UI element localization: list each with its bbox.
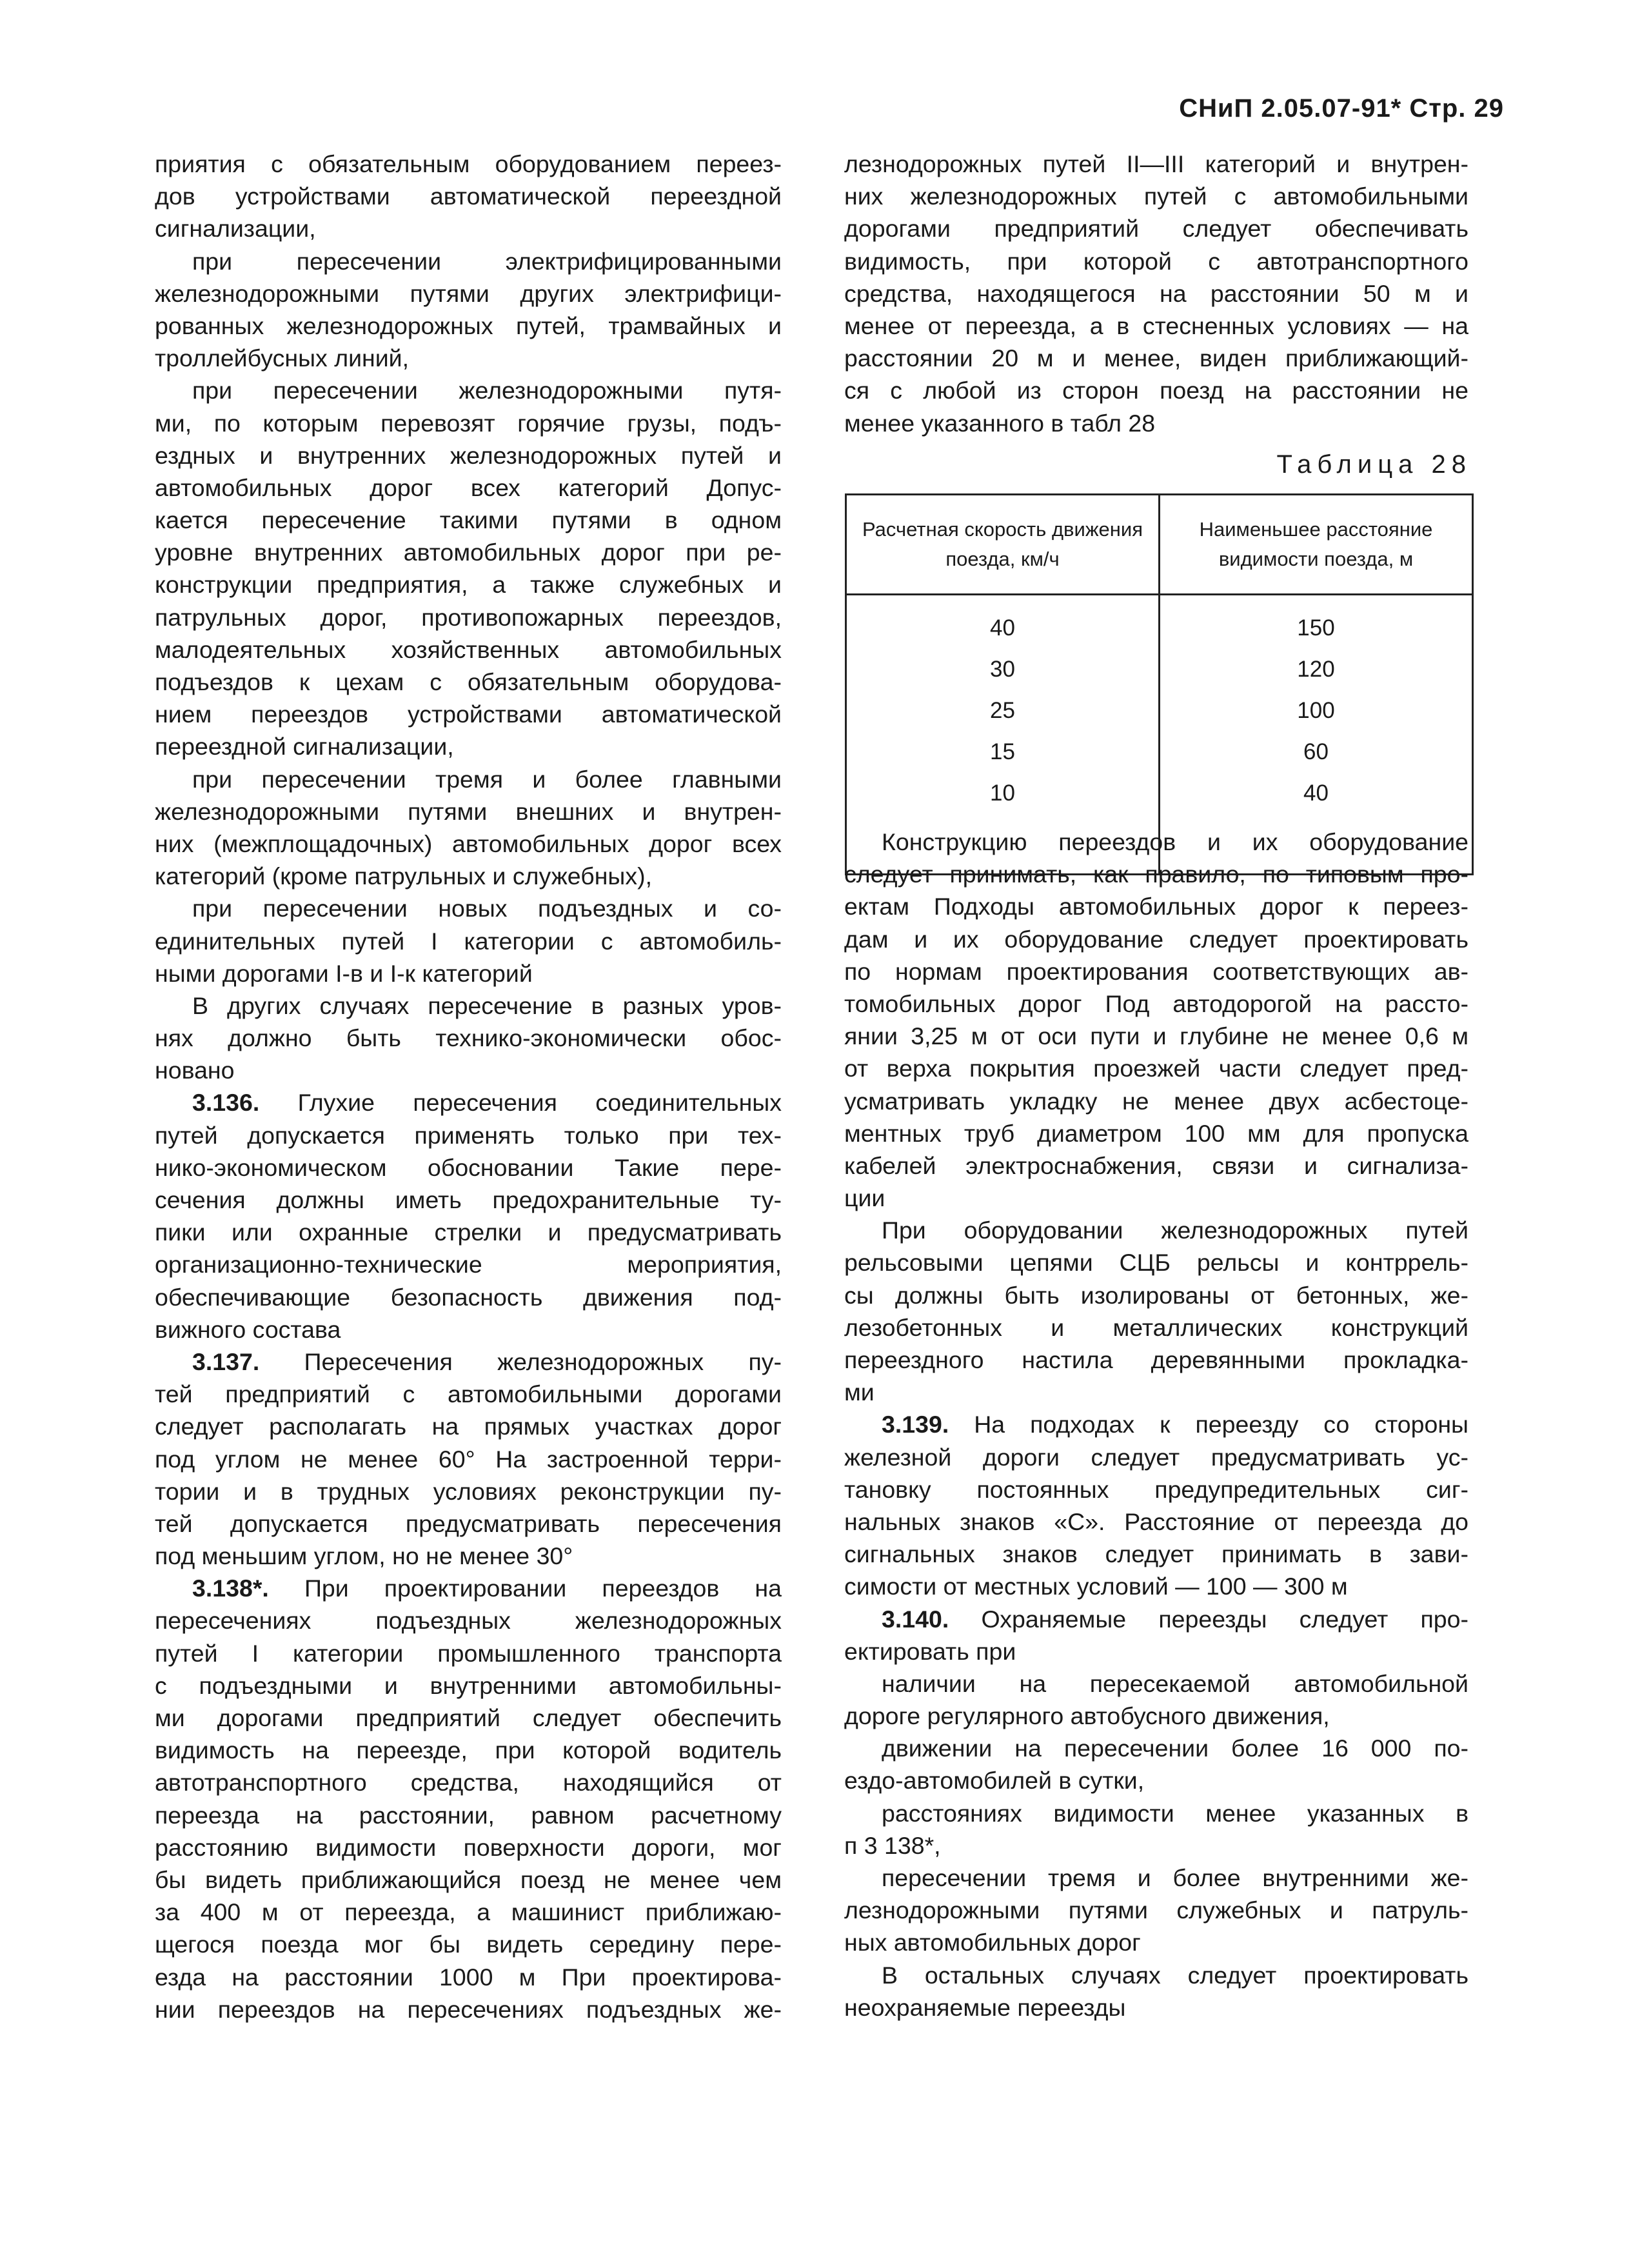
line-text: рованных железнодорожных путей, трамвайных и <box>155 312 782 339</box>
line-text: нием переездов устройствами автоматической <box>155 701 782 728</box>
text-line <box>844 180 1468 212</box>
line-text: по нормам проектирования соответствующих ав- <box>844 957 1468 985</box>
section-paragraph <box>155 1346 782 1572</box>
text-line <box>155 568 782 601</box>
line-text: вижного состава <box>155 1315 341 1343</box>
text-line <box>844 1311 1468 1344</box>
line-text: менее от переезда, а в стесненных условиях — на <box>844 312 1468 339</box>
line-text: переезда на расстоянии, равном расчетному <box>155 1801 782 1829</box>
text-line <box>155 1378 782 1410</box>
paragraph <box>844 1959 1468 2024</box>
text-line <box>844 1926 1468 1958</box>
text-line <box>155 892 782 924</box>
text-line <box>155 1799 782 1831</box>
text-line <box>155 504 782 536</box>
line-text: ми <box>844 1378 875 1406</box>
line-text: пики или охранные стрелки и предусматривать <box>155 1219 782 1246</box>
text-line <box>844 212 1468 244</box>
paragraph <box>844 1214 1468 1408</box>
text-line <box>155 277 782 310</box>
paragraph <box>155 245 782 375</box>
line-text: с подъездными и внутренними автомобильны- <box>155 1671 782 1699</box>
cell-speed: 40 <box>846 595 1160 650</box>
line-text: переездной сигнализации, <box>155 733 454 761</box>
right-column-top <box>844 148 1468 439</box>
paragraph <box>155 148 782 245</box>
line-text: ментных труб диаметром 100 мм для пропуска <box>844 1119 1468 1147</box>
line-text: рельсовыми цепями СЦБ рельсы и контррель- <box>844 1249 1468 1277</box>
text-line <box>844 1441 1468 1473</box>
text-line <box>844 858 1468 890</box>
text-line <box>155 1507 782 1540</box>
line-text: видимость, при которой с автотранспортного <box>844 247 1468 275</box>
text-line <box>155 212 782 244</box>
text-line <box>155 1702 782 1734</box>
text-line <box>155 1248 782 1280</box>
line-text: ными дорогами I-в и I-к категорий <box>155 959 533 987</box>
text-line <box>844 1085 1468 1117</box>
line-text: малодеятельных хозяйственных автомобильных <box>155 635 782 663</box>
paragraph <box>844 826 1468 1214</box>
text-line <box>155 536 782 568</box>
line-text: неохраняемые переезды <box>844 1993 1126 2021</box>
table-28 <box>845 493 1474 875</box>
line-text: симости от местных условий — 100 — 300 м <box>844 1573 1348 1600</box>
text-line <box>155 1086 782 1119</box>
text-line <box>155 795 782 828</box>
text-line <box>844 1538 1468 1570</box>
section-paragraph <box>844 1603 1468 1667</box>
line-text: расстояниях видимости менее указанных в <box>882 1799 1468 1827</box>
line-text: организационно-технические мероприятия, <box>155 1251 782 1278</box>
line-text: дов устройствами автоматической переездной <box>155 183 782 210</box>
line-text: следует принимать, как правило, по типовым про- <box>844 860 1468 888</box>
text-line <box>844 1829 1468 1862</box>
text-line <box>844 277 1468 310</box>
text-line <box>844 1991 1468 2024</box>
paragraph <box>844 1732 1468 1796</box>
text-line <box>844 1279 1468 1311</box>
line-text: путей I категории промышленного транспорта <box>155 1639 782 1667</box>
text-line <box>155 1054 782 1086</box>
line-text: тановку постоянных предупредительных сиг- <box>844 1475 1468 1503</box>
line-text: кабелей электроснабжения, связи и сигнализа- <box>844 1151 1468 1179</box>
text-line <box>155 374 782 406</box>
line-text: подъездов к цехам с обязательным оборудова- <box>155 668 782 695</box>
line-text: В остальных случаях следует проектировать <box>882 1961 1468 1989</box>
cell-visibility: 100 <box>1160 690 1473 731</box>
text-line <box>155 1831 782 1864</box>
text-line <box>844 923 1468 955</box>
text-line <box>155 148 782 180</box>
text-line <box>155 1119 782 1151</box>
paragraph <box>155 374 782 762</box>
text-line <box>155 1864 782 1896</box>
text-line <box>844 342 1468 374</box>
line-text: дам и их оборудование следует проектировать <box>844 925 1468 953</box>
line-text: При проектировании переездов на <box>268 1575 782 1602</box>
text-line <box>155 1151 782 1184</box>
line-text: менее указанного в табл 28 <box>844 409 1156 437</box>
line-text: лезнодорожных путей II—III категорий и внутрен- <box>844 150 1468 177</box>
table-row <box>846 595 1473 650</box>
cell-speed: 15 <box>846 731 1160 773</box>
line-text: них (межплощадочных) автомобильных дорог всех <box>155 830 782 857</box>
line-text: п 3 138*, <box>844 1831 941 1859</box>
text-line <box>844 1506 1468 1538</box>
section-paragraph <box>844 1408 1468 1602</box>
line-text: наличии на пересекаемой автомобильной <box>882 1669 1468 1697</box>
line-text: видимость на переезде, при которой водитель <box>155 1736 782 1764</box>
line-text: нии переездов на пересечениях подъездных же- <box>155 1995 782 2023</box>
line-text: Охраняемые переезды следует про- <box>949 1605 1468 1633</box>
line-text: усматривать укладку не менее двух асбестоце- <box>844 1087 1468 1115</box>
line-text: В других случаях пересечение в разных уров- <box>192 991 782 1019</box>
line-text: При оборудовании железнодорожных путей <box>882 1217 1468 1244</box>
line-text: бы видеть приближающийся поезд не менее чем <box>155 1865 782 1893</box>
line-text: щегося поезда мог бы видеть середину пере- <box>155 1931 782 1958</box>
text-line <box>844 826 1468 858</box>
line-text: езда на расстоянии 1000 м При проектирова- <box>155 1963 782 1991</box>
text-line <box>844 1700 1468 1732</box>
line-text: движении на пересечении более 16 000 по- <box>882 1735 1468 1762</box>
line-text: уровне внутренних автомобильных дорог при ре- <box>155 539 782 566</box>
line-text: сигнальных знаков следует принимать в зави- <box>844 1540 1468 1568</box>
text-line <box>844 1182 1468 1214</box>
text-line <box>844 988 1468 1020</box>
text-line <box>155 1637 782 1669</box>
line-text: приятия с обязательным оборудованием переез- <box>155 150 782 177</box>
line-text: янии 3,25 м от оси пути и глубине не менее 0,6 м <box>844 1022 1468 1050</box>
text-line <box>155 990 782 1022</box>
table-row <box>846 649 1473 690</box>
text-line <box>844 1894 1468 1926</box>
text-line <box>155 1993 782 2025</box>
text-line <box>844 148 1468 180</box>
text-line <box>155 1604 782 1636</box>
line-text: автомобильных дорог всех категорий Допус- <box>155 473 782 501</box>
line-text: конструкции предприятия, а также служебных и <box>155 571 782 599</box>
text-line <box>844 407 1468 439</box>
text-line <box>155 1346 782 1378</box>
page-header: СНиП 2.05.07-91* Стр. 29 <box>1179 94 1504 123</box>
line-text: ектам Подходы автомобильных дорог к переез- <box>844 893 1468 920</box>
cell-visibility: 40 <box>1160 773 1473 814</box>
text-line <box>844 1117 1468 1149</box>
paragraph <box>844 1667 1468 1732</box>
text-line <box>155 1410 782 1442</box>
line-text: ектировать при <box>844 1637 1016 1665</box>
text-line <box>844 1603 1468 1635</box>
line-text: железнодорожными путями других электрифици- <box>155 279 782 307</box>
line-text: пересечении тремя и более внутренними же- <box>882 1864 1468 1891</box>
section-paragraph <box>155 1572 782 2025</box>
line-text: дороге регулярного автобусного движения, <box>844 1702 1330 1730</box>
line-text: нях должно быть технико-экономически обос- <box>155 1024 782 1052</box>
line-text: от верха покрытия проезжей части следует пред- <box>844 1055 1468 1082</box>
line-text: ми дорогами предприятий следует обеспечить <box>155 1704 782 1731</box>
header-speed: Расчетная скорость движения поезда, км/ч <box>846 495 1160 595</box>
line-text: лезнодорожными путями служебных и патруль- <box>844 1896 1468 1924</box>
text-line <box>155 407 782 439</box>
paragraph <box>844 1862 1468 1959</box>
line-text: сечения должны иметь предохранительные ту- <box>155 1186 782 1213</box>
header-visibility: Наименьшее расстояние видимости поезда, м <box>1160 495 1473 595</box>
text-line <box>844 1570 1468 1602</box>
text-line <box>155 828 782 860</box>
text-line <box>844 890 1468 922</box>
text-line <box>155 1313 782 1346</box>
text-line <box>844 1408 1468 1440</box>
line-text: тей предприятий с автомобильными дорогами <box>155 1380 782 1408</box>
line-text: Глухие пересечения соединительных <box>259 1089 782 1117</box>
cell-visibility: 150 <box>1160 595 1473 650</box>
line-text: тей допускается предусматривать пересечения <box>155 1509 782 1537</box>
line-text: железнодорожными путями внешних и внутрен- <box>155 797 782 825</box>
line-text: следует располагать на прямых участках дорог <box>155 1413 782 1440</box>
text-line <box>155 439 782 472</box>
text-line <box>155 1281 782 1313</box>
text-line <box>155 1896 782 1928</box>
line-text: под меньшим углом, но не менее 30° <box>155 1542 573 1570</box>
cell-visibility: 120 <box>1160 649 1473 690</box>
text-line <box>155 1216 782 1248</box>
text-line <box>844 1149 1468 1182</box>
table-row <box>846 731 1473 773</box>
text-line <box>155 1443 782 1475</box>
paragraph <box>155 892 782 990</box>
line-text: ся с любой из сторон поезд на расстоянии не <box>844 377 1468 404</box>
text-line <box>155 860 782 892</box>
line-text: при пересечении железнодорожными путя- <box>192 377 782 404</box>
text-line <box>155 1766 782 1798</box>
text-line <box>844 1214 1468 1246</box>
line-text: ездных и внутренних железнодорожных путей и <box>155 441 782 469</box>
text-line <box>155 245 782 277</box>
line-text: Конструкцию переездов и их оборудование <box>882 828 1468 855</box>
right-column-bottom <box>844 826 1468 2024</box>
line-text: железной дороги следует предусматривать ус- <box>844 1443 1468 1471</box>
line-text: дорогами предприятий следует обеспечивать <box>844 215 1468 243</box>
text-line <box>155 1184 782 1216</box>
text-line <box>155 1540 782 1572</box>
text-line <box>844 1959 1468 1991</box>
line-text: нальных знаков «С». Расстояние от переезда до <box>844 1507 1468 1535</box>
section-number: 3.137. <box>192 1348 260 1375</box>
text-line <box>844 955 1468 988</box>
text-line <box>155 666 782 698</box>
line-text: при пересечении электрифицированными <box>192 247 782 275</box>
paragraph <box>844 1797 1468 1862</box>
text-line <box>844 1667 1468 1700</box>
paragraph <box>844 148 1468 439</box>
line-text: лезобетонных и металлических конструкций <box>844 1313 1468 1341</box>
line-text: расстоянию видимости поверхности дороги, мог <box>155 1833 782 1861</box>
text-line <box>155 1022 782 1054</box>
text-line <box>844 1376 1468 1408</box>
text-line <box>844 1635 1468 1667</box>
section-number: 3.140. <box>882 1605 949 1633</box>
cell-visibility: 60 <box>1160 731 1473 773</box>
text-line <box>155 310 782 342</box>
table-row <box>846 773 1473 814</box>
text-line <box>155 1928 782 1960</box>
left-column <box>155 148 782 2025</box>
text-line <box>155 633 782 666</box>
line-text: переездного настила деревянными прокладка- <box>844 1346 1468 1373</box>
text-line <box>155 698 782 730</box>
line-text: средства, находящегося на расстоянии 50 м и <box>844 279 1468 307</box>
text-line <box>155 730 782 762</box>
line-text: обеспечивающие безопасность движения под- <box>155 1283 782 1311</box>
text-line <box>844 1764 1468 1796</box>
text-line <box>844 1732 1468 1764</box>
section-number: 3.136. <box>192 1089 260 1117</box>
text-line <box>155 1669 782 1702</box>
text-line <box>844 1052 1468 1084</box>
text-line <box>155 1734 782 1766</box>
text-line <box>155 342 782 374</box>
cell-speed: 30 <box>846 649 1160 690</box>
line-text: ных автомобильных дорог <box>844 1929 1141 1956</box>
line-text: патрульных дорог, противопожарных переездов, <box>155 603 782 631</box>
text-line <box>844 374 1468 406</box>
text-line <box>844 310 1468 342</box>
text-line <box>844 1473 1468 1506</box>
text-line <box>155 763 782 795</box>
line-text: ции <box>844 1184 885 1212</box>
cell-speed: 25 <box>846 690 1160 731</box>
text-line <box>155 180 782 212</box>
table-caption: Таблица 28 <box>1276 450 1472 479</box>
table-row <box>846 690 1473 731</box>
line-text: троллейбусных линий, <box>155 344 410 372</box>
text-line <box>155 1961 782 1993</box>
section-paragraph <box>155 1086 782 1346</box>
text-line <box>155 1572 782 1604</box>
text-line <box>844 1344 1468 1376</box>
line-text: новано <box>155 1057 235 1084</box>
line-text: за 400 м от переезда, а машинист приближаю- <box>155 1898 782 1926</box>
text-line <box>844 245 1468 277</box>
line-text: пересечениях подъездных железнодорожных <box>155 1607 782 1635</box>
line-text: тории и в трудных условиях реконструкции пу- <box>155 1477 782 1505</box>
line-text: под углом не менее 60° На застроенной терри- <box>155 1445 782 1473</box>
cell-speed: 10 <box>846 773 1160 814</box>
text-line <box>844 1862 1468 1894</box>
line-text: сы должны быть изолированы от бетонных, же- <box>844 1281 1468 1309</box>
line-text: томобильных дорог Под автодорогой на рассто- <box>844 990 1468 1017</box>
line-text: при пересечении тремя и более главными <box>192 765 782 793</box>
text-line <box>844 1246 1468 1278</box>
line-text: автотранспортного средства, находящийся от <box>155 1769 782 1796</box>
section-number: 3.139. <box>882 1411 949 1438</box>
line-text: На подходах к переезду со стороны <box>949 1411 1468 1438</box>
line-text: путей допускается применять только при тех- <box>155 1121 782 1149</box>
text-line <box>155 957 782 990</box>
line-text: расстоянии 20 м и менее, виден приближающий- <box>844 344 1468 372</box>
line-text: ми, по которым перевозят горячие грузы, подъ- <box>155 409 782 437</box>
line-text: единительных путей I категории с автомобиль- <box>155 927 782 955</box>
text-line <box>155 601 782 633</box>
line-text: Пересечения железнодорожных пу- <box>259 1348 782 1375</box>
text-line <box>155 1475 782 1507</box>
line-text: них железнодорожных путей с автомобильными <box>844 183 1468 210</box>
text-line <box>155 925 782 957</box>
line-text: при пересечении новых подъездных и со- <box>192 895 782 922</box>
text-line <box>155 472 782 504</box>
text-line <box>844 1797 1468 1829</box>
line-text: категорий (кроме патрульных и служебных), <box>155 862 653 890</box>
line-text: сигнализации, <box>155 215 316 243</box>
line-text: ездо-автомобилей в сутки, <box>844 1767 1145 1795</box>
table-header-row <box>846 495 1473 595</box>
line-text: нико-экономическом обосновании Такие пере- <box>155 1153 782 1181</box>
text-line <box>844 1020 1468 1052</box>
paragraph <box>155 990 782 1087</box>
paragraph <box>155 763 782 893</box>
line-text: кается пересечение такими путями в одном <box>155 506 782 534</box>
section-number: 3.138*. <box>192 1575 269 1602</box>
